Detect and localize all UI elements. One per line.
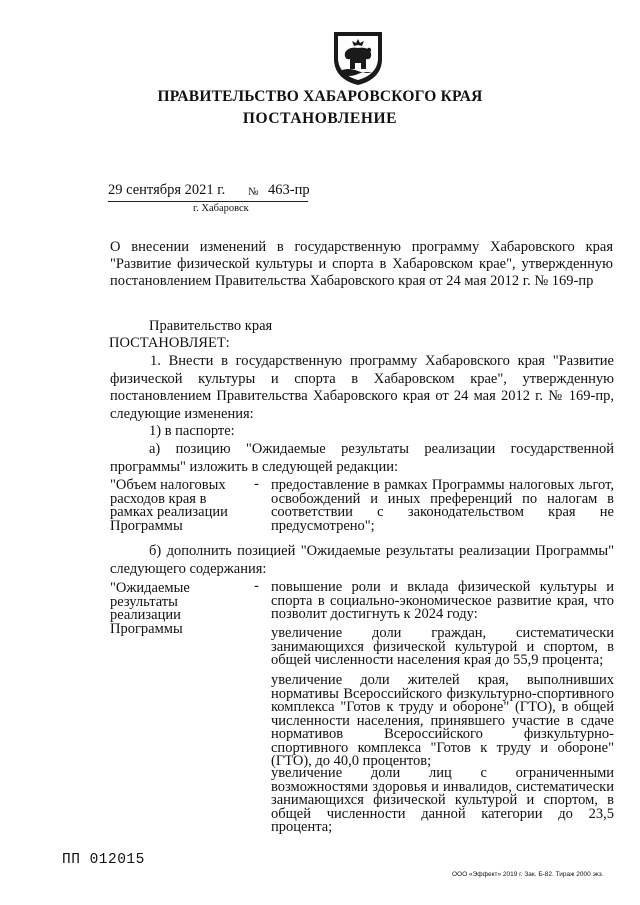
table1-dash: - <box>254 476 259 492</box>
table2-dash: - <box>254 578 259 594</box>
table2-item-3: увеличение доли жителей края, выполнивших нормативы Всероссийского физкультурно-спортивного комплекса "Готов к труду и обороне" (ГТО), в общей численности населения, принявшего участие в сдаче нормативов Всероссийского физкультурно-спортивного комплекса "Готов к труду и обороне" (ГТО), до 40,0 процентов; <box>271 672 614 769</box>
document-date: 29 сентября 2021 г. <box>108 182 226 198</box>
paragraph-a: а) позицию "Ожидаемые результаты реализации государственной программы" изложить в следующей редакции: <box>110 441 614 475</box>
preamble: Правительство края <box>149 318 273 334</box>
coat-of-arms-icon <box>331 29 385 87</box>
table2-label: "Ожидаемые результаты реализации Программы <box>110 580 190 637</box>
number-label: № <box>248 186 259 198</box>
date-underline <box>108 201 308 202</box>
paragraph-b: б) дополнить позицией "Ожидаемые результаты реализации Программы" следующего содержания: <box>110 543 614 577</box>
document-type: ПОСТАНОВЛЕНИЕ <box>242 110 398 127</box>
table2-item-4: увеличение доли лиц с ограниченными возможностями здоровья и инвалидов, систематически занимающихся физической культурой и спортом, в общей численности данной категории до 23,5 процента; <box>271 765 614 835</box>
document-subject: О внесении изменений в государственную программу Хабаровского края "Развитие физической культуры и спорта в Хабаровском крае", утвержденную постановлением Правительства Хабаровского края от 24 мая 2012 г. № 169-пр <box>110 239 613 289</box>
paragraph-1: 1. Внести в государственную программу Хабаровского края "Развитие физической культуры и спорта в Хабаровском крае", утвержденную постановлением Правительства Хабаровского края от 24 мая 2012 г. № 169-пр, следующие изменения: <box>110 353 614 422</box>
organization-title: ПРАВИТЕЛЬСТВО ХАБАРОВСКОГО КРАЯ <box>157 88 483 105</box>
document-number: 463-пр <box>268 182 310 198</box>
printer-imprint: ООО «Эффект» 2019 г. Зак. Б-82. Тираж 2000 экз. <box>452 871 604 878</box>
paragraph-1-1: 1) в паспорте: <box>149 423 235 439</box>
table1-text: предоставление в рамках Программы налоговых льгот, освобождений и иных преференций по налогам в соответствии с законодательством края не предусмотрено"; <box>271 477 614 534</box>
document-city: г. Хабаровск <box>193 203 249 214</box>
table2-item-1: повышение роли и вклада физической культуры и спорта в социально-экономическое развитие края, что позволит достигнуть к 2024 году: <box>271 579 614 622</box>
decree-word: ПОСТАНОВЛЯЕТ: <box>109 335 230 351</box>
form-serial-number: ПП 012015 <box>62 852 145 868</box>
table1-label: "Объем налоговых расходов края в рамках реализации Программы <box>110 477 228 534</box>
table2-item-2: увеличение доли граждан, систематически занимающихся физической культурой и спортом, в общей численности населения края до 55,9 процента; <box>271 625 614 668</box>
